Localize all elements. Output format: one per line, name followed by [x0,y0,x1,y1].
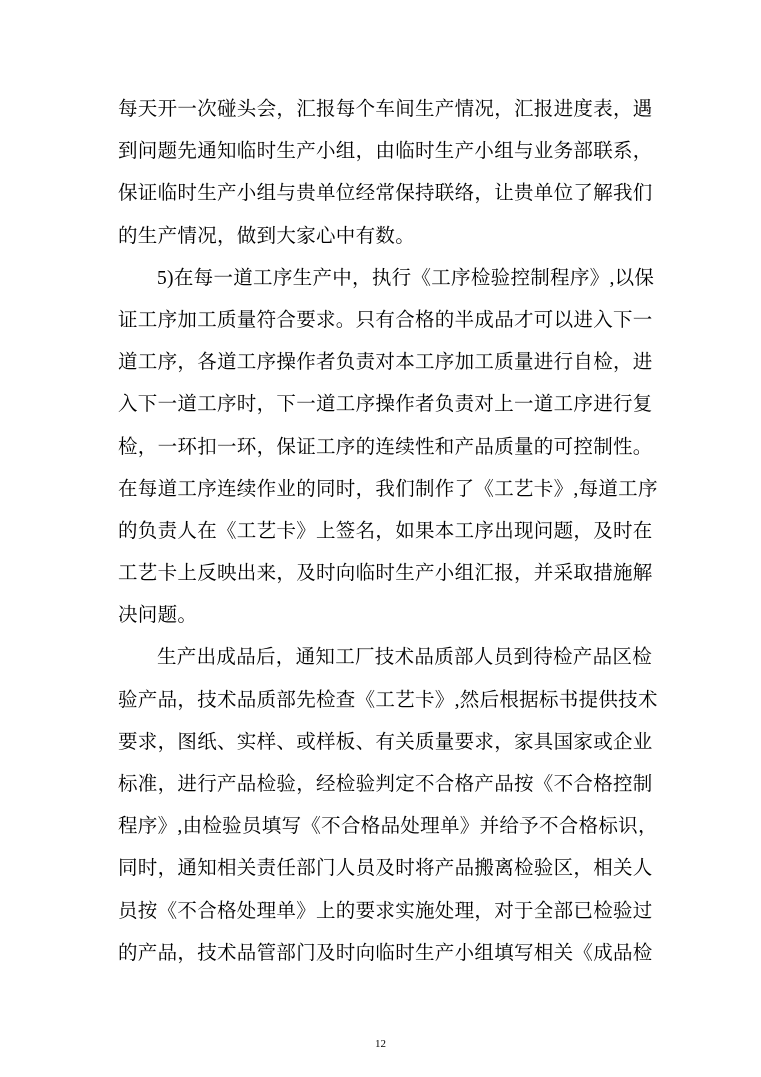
text-line: 的负责人在《工艺卡》上签名，如果本工序出现问题，及时在 [118,520,653,542]
text-line: 每天开一次碰头会，汇报每个车间生产情况，汇报进度表，遇 [118,99,653,120]
text-line: 要求，图纸、实样、或样板、有关质量要求，家具国家或企业 [118,731,653,753]
text-line: 保证临时生产小组与贵单位经常保持联络，让贵单位了解我们 [118,183,653,205]
document-body [118,89,658,975]
text-line: 证工序加工质量符合要求。只有合格的半成品才可以进入下一 [118,309,653,331]
text-line: 的产品，技术品管部门及时向临时生产小组填写相关《成品检 [118,942,653,964]
text-line: 到问题先通知临时生产小组，由临时生产小组与业务部联系， [118,141,653,163]
text-line: 生产出成品后，通知工厂技术品质部人员到待检产品区检 [157,647,653,669]
text-line: 工艺卡上反映出来，及时向临时生产小组汇报，并采取措施解 [118,563,653,585]
text-line: 标准，进行产品检验，经检验判定不合格产品按《不合格控制 [118,774,653,795]
text-line: 程序》,由检验员填写《不合格品处理单》并给予不合格标识， [118,816,658,838]
text-line: 入下一道工序时，下一道工序操作者负责对上一道工序进行复 [118,394,653,416]
text-line: 5)在每一道工序生产中，执行《工序检验控制程序》,以保 [157,267,655,289]
page-number: 12 [375,1038,386,1050]
text-line: 决问题。 [118,605,198,627]
text-line: 的生产情况，做到大家心中有数。 [118,225,416,247]
text-line: 检，一环扣一环，保证工序的连续性和产品质量的可控制性。 [118,436,653,458]
text-line: 员按《不合格处理单》上的要求实施处理，对于全部已检验过 [118,900,653,922]
text-line: 同时，通知相关责任部门人员及时将产品搬离检验区，相关人 [118,858,653,880]
text-line: 在每道工序连续作业的同时，我们制作了《工艺卡》,每道工序 [118,478,658,500]
text-line: 验产品，技术品质部先检查《工艺卡》,然后根据标书提供技术 [118,689,658,711]
text-line: 道工序，各道工序操作者负责对本工序加工质量进行自检，进 [118,352,653,374]
